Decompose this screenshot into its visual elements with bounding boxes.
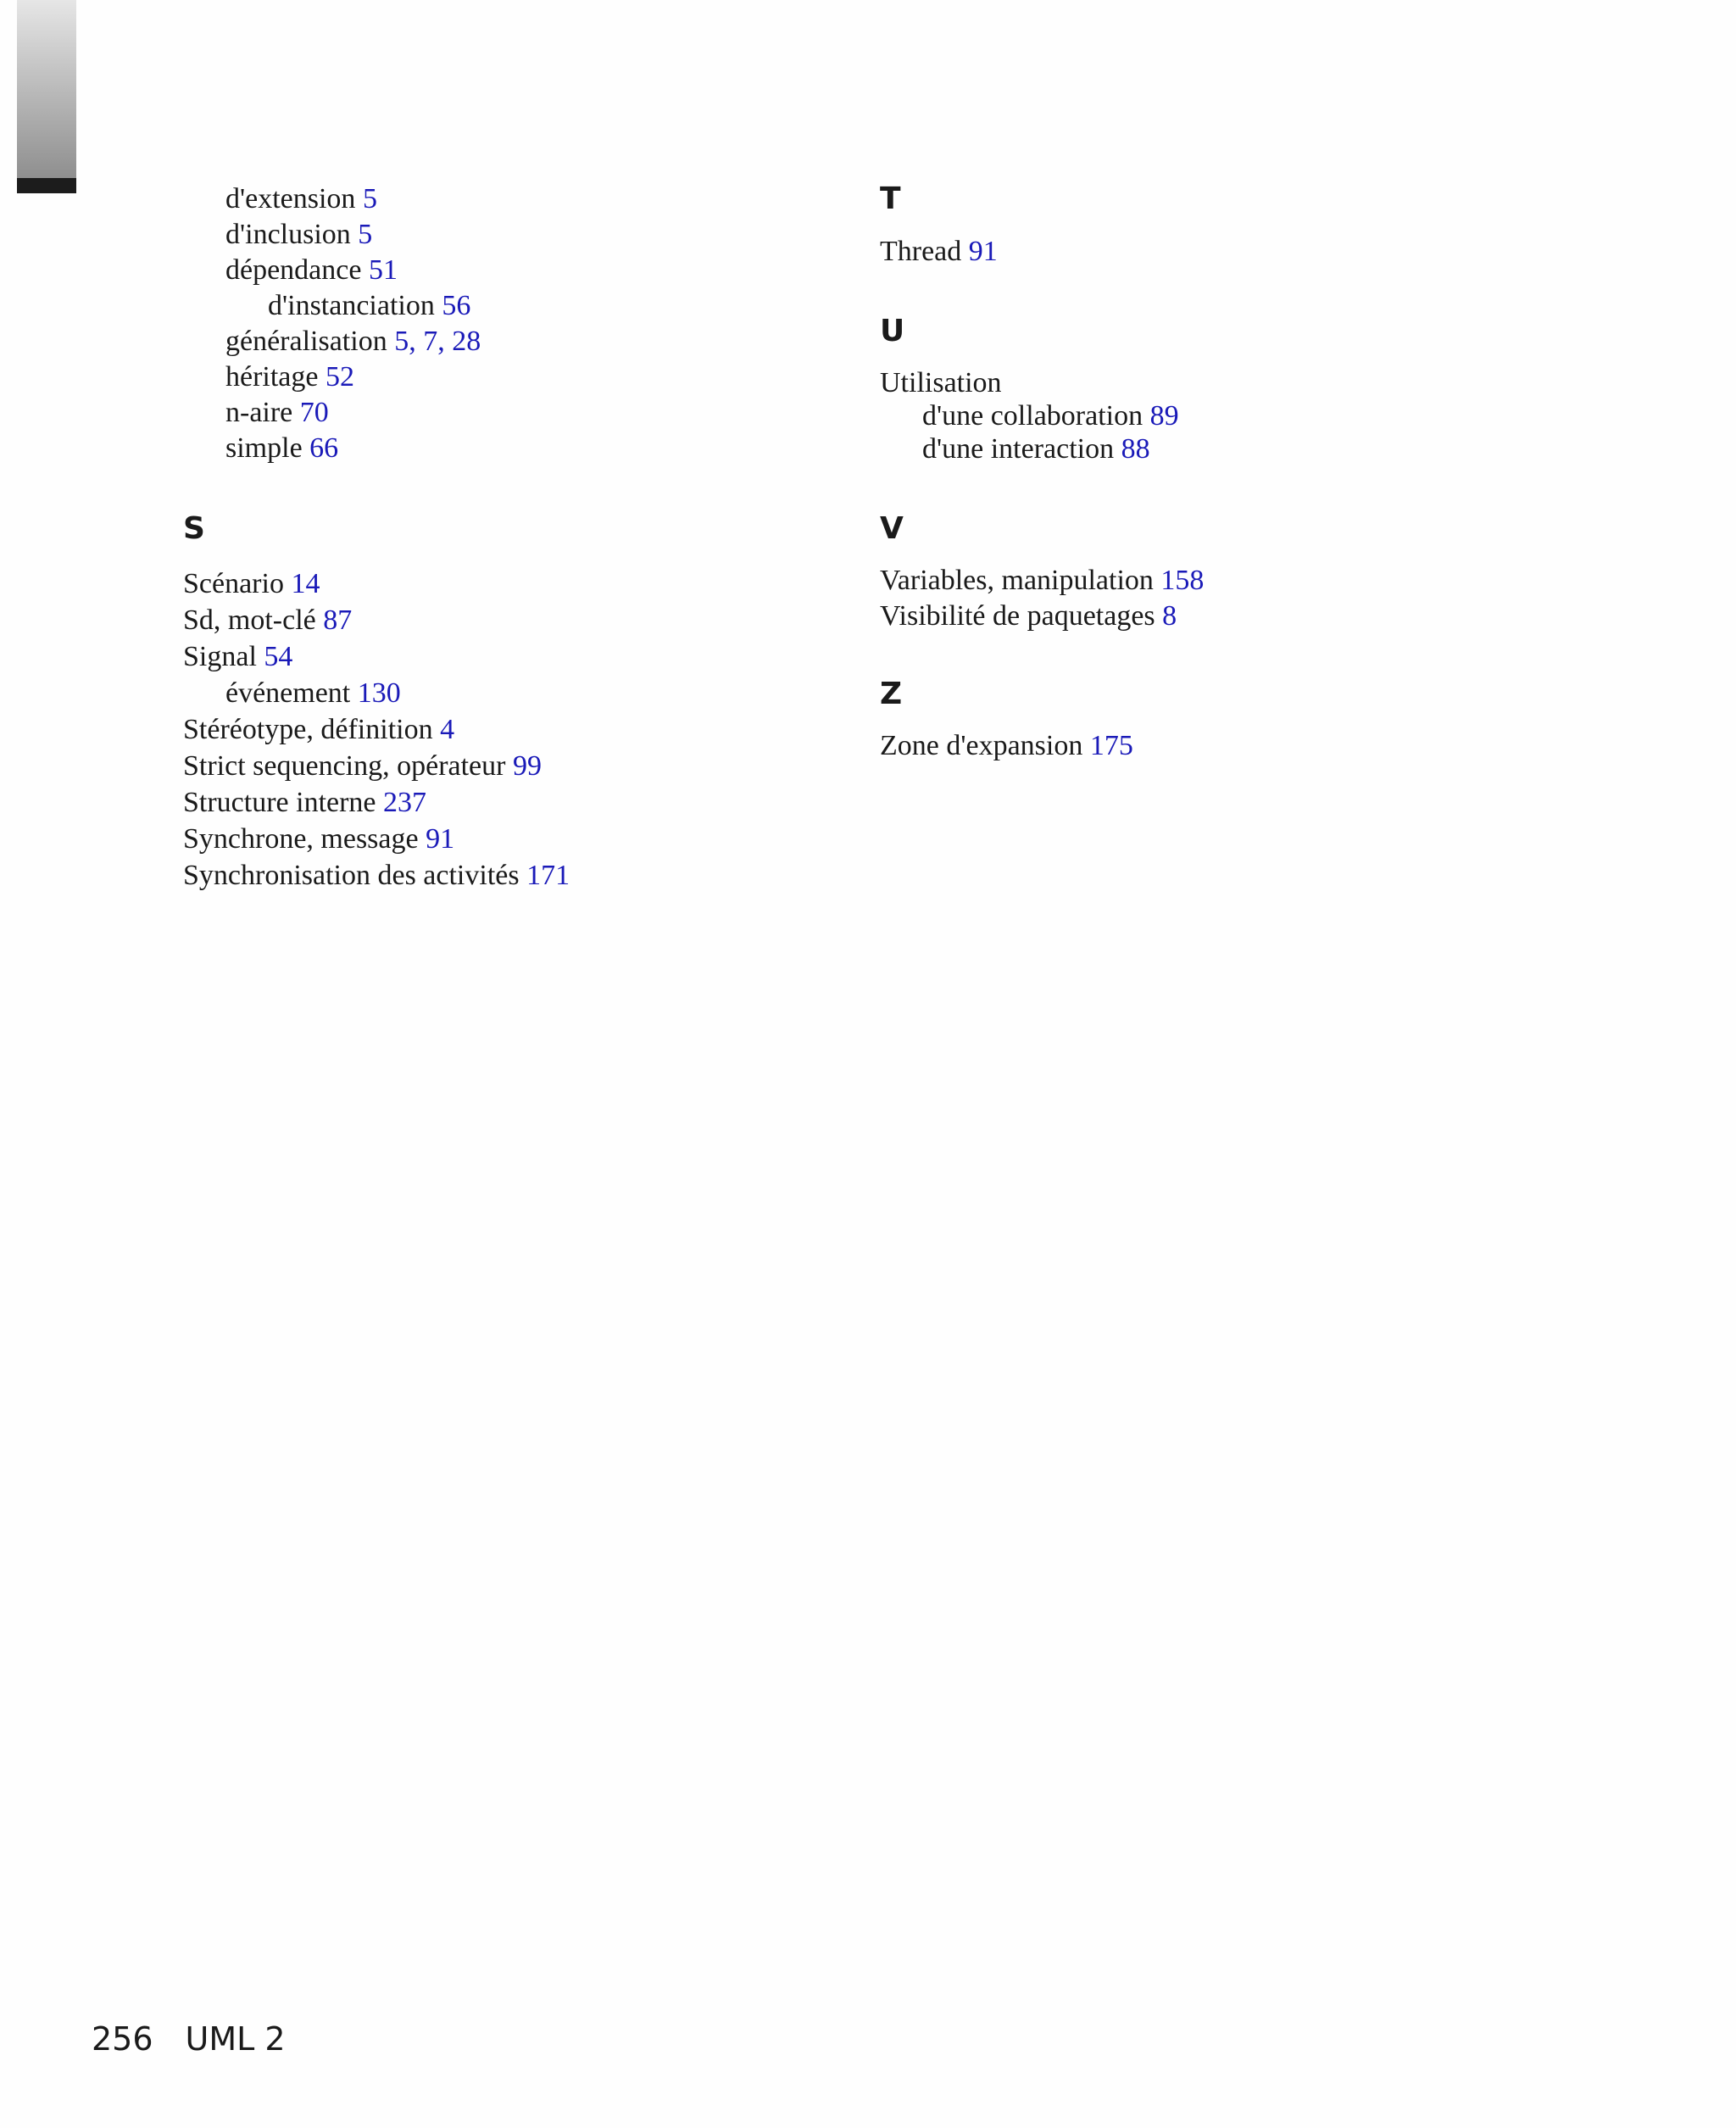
- index-subentry: événement 130: [225, 677, 401, 709]
- page-ref[interactable]: 88: [1121, 433, 1150, 465]
- page-ref[interactable]: 56: [442, 290, 471, 321]
- index-entry: Scénario 14: [183, 568, 320, 599]
- section-letter-v: V: [880, 511, 904, 546]
- index-entry: Visibilité de paquetages 8: [880, 600, 1177, 632]
- thumb-tab-bar: [17, 178, 76, 193]
- section-letter-s: S: [183, 511, 205, 546]
- page-ref[interactable]: 4: [440, 714, 455, 745]
- index-entry: simple 66: [225, 432, 339, 464]
- page-ref[interactable]: 87: [323, 604, 353, 636]
- index-entry: Utilisation: [880, 367, 1002, 398]
- page-ref[interactable]: 51: [368, 254, 398, 286]
- page-ref[interactable]: 54: [264, 641, 293, 672]
- page-ref[interactable]: 5, 7, 28: [394, 326, 481, 357]
- page-ref[interactable]: 8: [1162, 600, 1177, 632]
- page-ref[interactable]: 237: [383, 787, 427, 818]
- index-subentry: d'instanciation 56: [268, 290, 471, 321]
- page-ref[interactable]: 70: [299, 397, 329, 428]
- section-letter-u: U: [880, 314, 905, 348]
- page-ref[interactable]: 89: [1149, 400, 1179, 432]
- section-letter-z: Z: [880, 677, 903, 711]
- index-entry: Zone d'expansion 175: [880, 730, 1133, 761]
- page-ref[interactable]: 130: [357, 677, 401, 709]
- index-entry: d'inclusion 5: [225, 219, 373, 250]
- index-entry: dépendance 51: [225, 254, 398, 286]
- page-ref[interactable]: 158: [1160, 565, 1205, 596]
- index-entry: héritage 52: [225, 361, 354, 393]
- index-entry: Signal 54: [183, 641, 293, 672]
- index-subentry: d'une interaction 88: [922, 433, 1150, 465]
- section-letter-t: T: [880, 181, 901, 216]
- page-ref[interactable]: 175: [1089, 730, 1133, 761]
- index-subentry: d'une collaboration 89: [922, 400, 1179, 432]
- index-entry: Sd, mot-clé 87: [183, 604, 353, 636]
- index-entry: Stéréotype, définition 4: [183, 714, 455, 745]
- thumb-tab-marker: [17, 0, 76, 193]
- page-footer: [92, 2019, 286, 2059]
- page-ref[interactable]: 171: [526, 860, 570, 891]
- index-entry: Thread 91: [880, 236, 998, 267]
- page-ref[interactable]: 14: [291, 568, 320, 599]
- thumb-tab-gradient: [17, 0, 76, 178]
- index-entry: Strict sequencing, opérateur 99: [183, 750, 542, 782]
- index-entry: d'extension 5: [225, 183, 377, 214]
- index-entry: Synchrone, message 91: [183, 823, 455, 855]
- index-entry: n-aire 70: [225, 397, 329, 428]
- index-entry: généralisation 5, 7, 28: [225, 326, 481, 357]
- index-entry: Structure interne 237: [183, 787, 427, 818]
- page-ref[interactable]: 66: [309, 432, 339, 464]
- index-entry: Variables, manipulation 158: [880, 565, 1205, 596]
- page-ref[interactable]: 91: [426, 823, 455, 855]
- page-ref[interactable]: 91: [968, 236, 998, 267]
- page-number: 256: [92, 2020, 153, 2058]
- page-ref[interactable]: 99: [512, 750, 542, 782]
- page-ref[interactable]: 5: [362, 183, 377, 214]
- index-entry: Synchronisation des activités 171: [183, 860, 570, 891]
- page-ref[interactable]: 52: [326, 361, 354, 393]
- book-title: UML 2: [185, 2020, 286, 2058]
- page-ref[interactable]: 5: [358, 219, 373, 250]
